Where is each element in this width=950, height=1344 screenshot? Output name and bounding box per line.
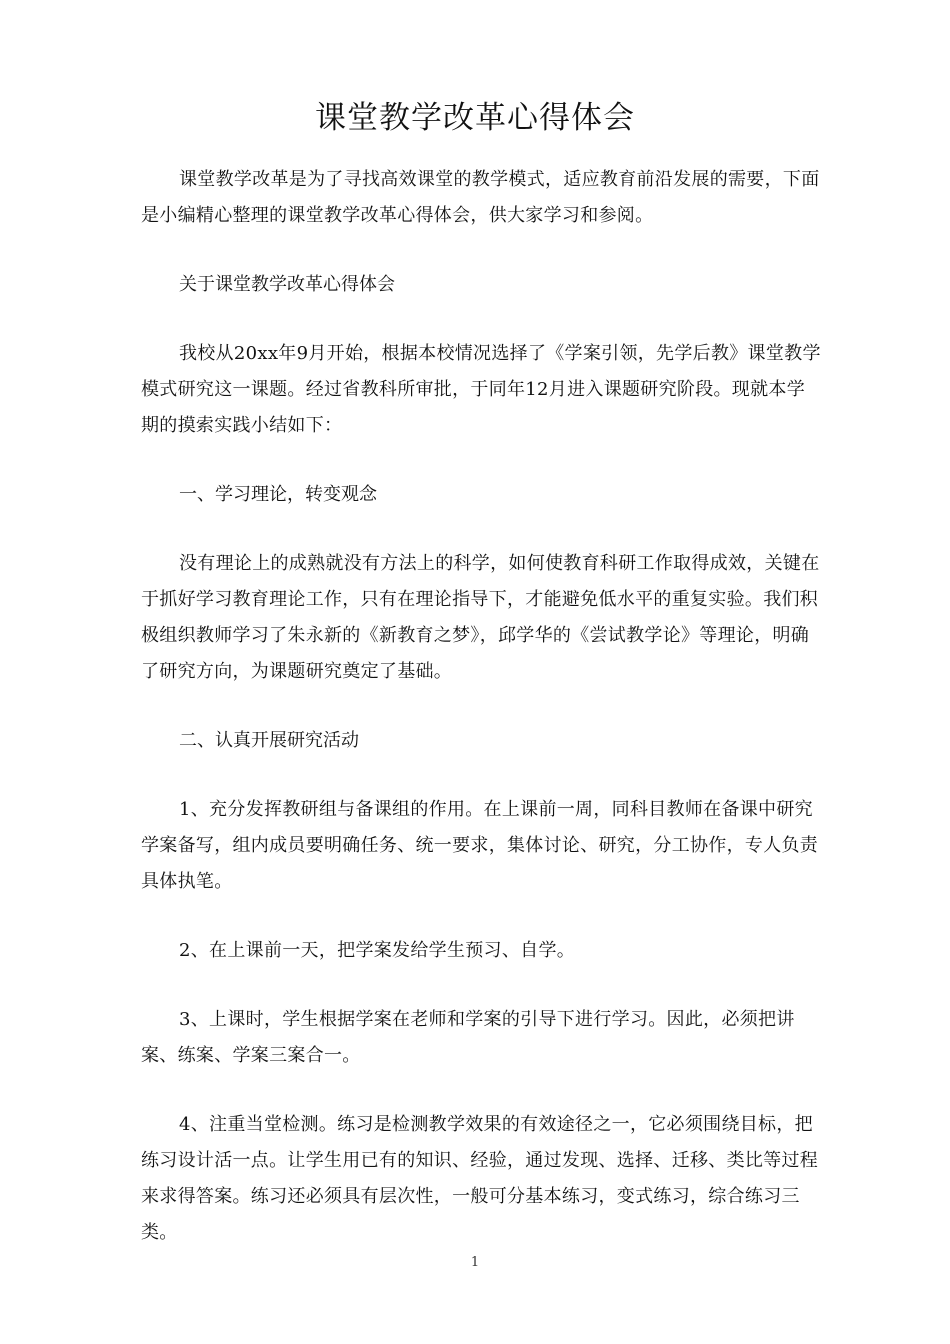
intro-paragraph: 课堂教学改革是为了寻找高效课堂的教学模式，适应教育前沿发展的需要，下面是小编精心整理的课堂教学改革心得体会，供大家学习和参阅。: [141, 169, 820, 226]
paragraph-theory: 没有理论上的成熟就没有方法上的科学，如何使教育科研工作取得成效，关键在于抓好学习教育理论工作，只有在理论指导下，才能避免低水平的重复实验。我们积极组织教师学习了朱永新的《新教育之梦》，邱学华的《尝试教学论》等理论，明确了研究方向，为课题研究奠定了基础。: [141, 553, 820, 682]
section-heading-about: 关于课堂教学改革心得体会: [179, 274, 395, 295]
document-title: 课堂教学改革心得体会: [315, 100, 635, 136]
section-heading-1: 一、学习理论，转变观念: [179, 484, 377, 505]
list-item-4: 4、注重当堂检测。练习是检测教学效果的有效途径之一，它必须围绕目标，把练习设计活一点。让学生用已有的知识、经验，通过发现、选择、迁移、类比等过程来求得答案。练习还必须具有层次性，一般可分基本练习，变式练习，综合练习三类。: [141, 1114, 819, 1243]
section-heading-2: 二、认真开展研究活动: [179, 730, 359, 751]
paragraph-background: 我校从20xx年9月开始，根据本校情况选择了《学案引领，先学后教》课堂教学模式研究这一课题。经过省教科所审批，于同年12月进入课题研究阶段。现就本学期的摸索实践小结如下：: [141, 343, 821, 436]
document-body: [141, 162, 821, 1284]
list-item-2: 2、在上课前一天，把学案发给学生预习、自学。: [179, 940, 576, 961]
list-item-1: 1、充分发挥教研组与备课组的作用。在上课前一周，同科目教师在备课中研究学案备写，组内成员要明确任务、统一要求，集体讨论、研究，分工协作，专人负责具体执笔。: [141, 799, 819, 892]
list-item-3: 3、上课时，学生根据学案在老师和学案的引导下进行学习。因此，必须把讲案、练案、学案三案合一。: [141, 1009, 795, 1066]
page-number: 1: [470, 1255, 480, 1270]
